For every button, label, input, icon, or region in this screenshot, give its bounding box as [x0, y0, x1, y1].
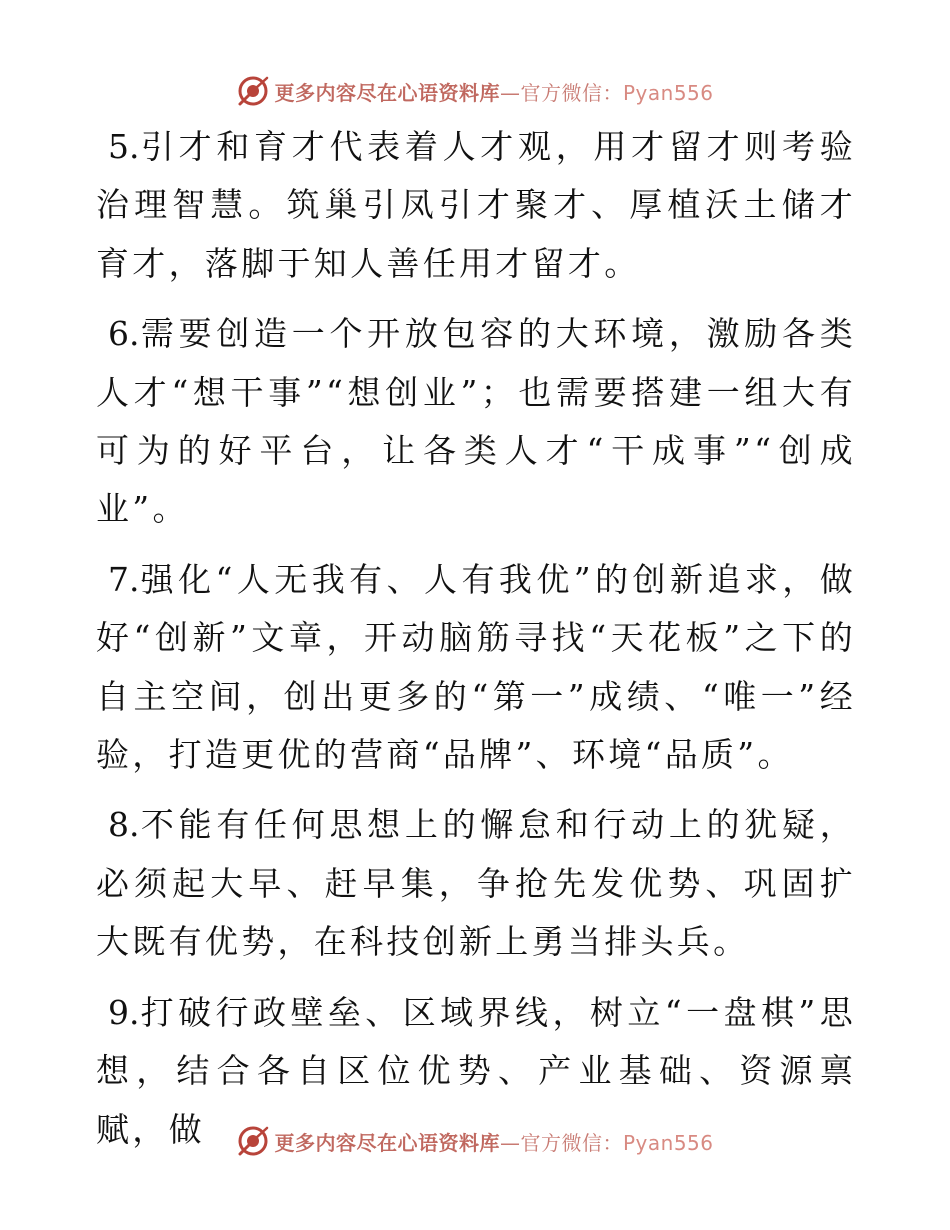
watermark-text: [274, 1127, 713, 1156]
watermark-dash: —: [499, 80, 521, 105]
paragraph-text: 需要创造一个开放包容的大环境，激励各类人才“想干事”“想创业”；也需要搭建一组大有可为的好平台，让各类人才“干成事”“创成业”。: [96, 314, 856, 529]
watermark-main: 更多内容尽在心语资料库: [274, 1130, 500, 1155]
watermark-id: Pyan556: [622, 80, 714, 105]
paragraph-text: 不能有任何思想上的懈怠和行动上的犹疑，必须起大早、赶早集，争抢先发优势、巩固扩大既有优势，在科技创新上勇当排头兵。: [96, 805, 856, 962]
paragraph-text: 强化“人无我有、人有我优”的创新追求，做好“创新”文章，开动脑筋寻找“天花板”之下的自主空间，创出更多的“第一”成绩、“唯一”经验，打造更优的营商“品牌”、环境“品质”。: [96, 559, 856, 775]
paragraph-number: 5.: [108, 127, 140, 166]
header-watermark: [0, 71, 950, 111]
watermark-dash: —: [499, 1130, 521, 1155]
footer-watermark: [0, 1121, 950, 1161]
paragraph-number: 8.: [108, 805, 140, 845]
watermark-logo-icon: [236, 1124, 270, 1158]
watermark-logo-icon: [236, 74, 270, 108]
paragraph-number: 6.: [108, 314, 140, 354]
paragraph-text: 打破行政壁垒、区域界线，树立“一盘棋”思想，结合各自区位优势、产业基础、资源禀赋，做: [96, 992, 856, 1149]
paragraph-number: 9.: [108, 992, 140, 1032]
document-body: [96, 118, 856, 1171]
watermark-sub: 官方微信：: [520, 1130, 623, 1155]
paragraph-5: [96, 118, 856, 293]
watermark-text: [274, 77, 713, 106]
paragraph-6: [96, 305, 856, 539]
watermark-main: 更多内容尽在心语资料库: [274, 80, 500, 105]
watermark-sub: 官方微信：: [520, 80, 623, 105]
paragraph-7: [96, 551, 856, 785]
paragraph-number: 7.: [108, 559, 140, 599]
watermark-id: Pyan556: [622, 1130, 714, 1155]
paragraph-8: [96, 796, 856, 971]
paragraph-text: 引才和育才代表着人才观，用才留才则考验治理智慧。筑巢引凤引才聚才、厚植沃土储才育才，落脚于知人善任用才留才。: [96, 127, 856, 283]
